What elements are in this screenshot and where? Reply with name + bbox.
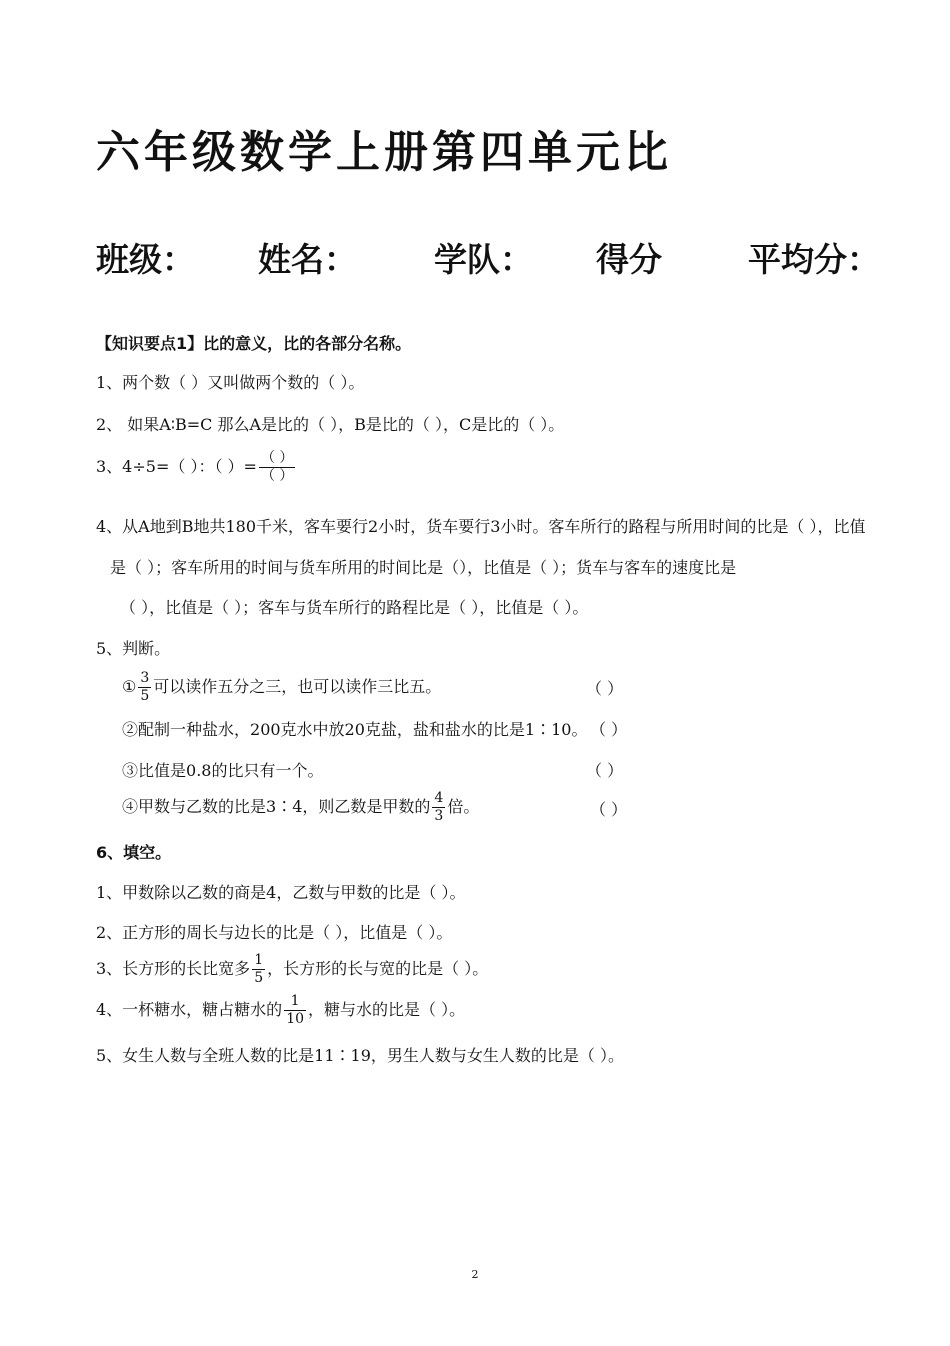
fill-item-4-suffix: ，糖与水的比是（ ）。	[308, 1000, 466, 1019]
judge-item-4-answer: （ ）	[590, 800, 628, 819]
page-number: 2	[471, 1268, 479, 1281]
fill-item-4-fraction	[284, 993, 306, 1028]
judge-item-2-text: 配制一种盐水，200克水中放20克盐，盐和盐水的比是1∶10。	[138, 720, 588, 739]
judge-item-2	[122, 717, 587, 740]
class-label: 班级：	[96, 240, 195, 279]
judge-item-4-fraction	[432, 790, 445, 825]
fill-item-5: 5、女生人数与全班人数的比是11∶19，男生人数与女生人数的比是（ ）。	[96, 1046, 624, 1065]
judge-item-3-number: ③	[122, 761, 139, 780]
fraction-numerator: （ ）	[260, 450, 294, 466]
judge-item-3	[122, 758, 323, 781]
knowledge-heading: 【知识要点1】比的意义，比的各部分名称。	[96, 334, 412, 353]
judge-item-1	[122, 670, 441, 705]
judge-item-1-answer: （ ）	[586, 679, 624, 698]
judge-item-3-text: 比值是0.8的比只有一个。	[138, 761, 324, 780]
fill-item-4-text: 4、一杯糖水，糖占糖水的	[96, 1000, 283, 1019]
fill-item-3	[96, 952, 488, 987]
judge-item-1-text: 可以读作五分之三，也可以读作三比五。	[153, 677, 442, 696]
question-2: 2、 如果A∶B=C 那么A是比的（ ），B是比的（ ），C是比的（ ）。	[96, 415, 565, 434]
fraction-denominator: 10	[286, 1011, 305, 1027]
judge-item-4	[122, 790, 479, 825]
judge-item-1-number: ①	[122, 677, 137, 696]
question-4-line-1: 4、从A地到B地共180千米，客车要行2小时，货车要行3小时。客车所行的路程与所用时间的比是（ ），比值	[96, 517, 866, 536]
judge-item-2-answer: （ ）	[590, 720, 628, 739]
question-3-fraction	[259, 450, 295, 485]
question-4-line-2: 是（ ）；客车所用的时间与货车所用的时间比是（），比值是（ ）；货车与客车的速度比是	[110, 558, 737, 577]
fraction-denominator: 5	[140, 688, 150, 704]
question-1: 1、两个数（ ）又叫做两个数的（ ）。	[96, 373, 365, 392]
fraction-numerator: 1	[254, 952, 264, 968]
page-title: 六年级数学上册第四单元比	[96, 127, 672, 178]
fraction-numerator: 3	[140, 670, 150, 686]
question-3-text: 3、4÷5=（ ）：（ ）=	[96, 457, 257, 476]
fraction-denominator: （ ）	[260, 468, 294, 484]
name-label: 姓名：	[258, 240, 357, 279]
judge-item-3-answer: （ ）	[586, 761, 624, 780]
fill-item-2: 2、正方形的周长与边长的比是（ ），比值是（ ）。	[96, 923, 453, 942]
team-label: 学队：	[434, 240, 533, 279]
judge-item-1-fraction	[138, 670, 151, 705]
fill-item-4	[96, 993, 465, 1028]
fraction-denominator: 5	[254, 970, 264, 986]
student-info-row	[96, 234, 896, 278]
average-label: 平均分：	[748, 240, 880, 279]
question-3	[96, 450, 297, 485]
fill-item-1: 1、甲数除以乙数的商是4，乙数与甲数的比是（ ）。	[96, 883, 466, 902]
judge-item-2-number: ②	[122, 720, 139, 739]
fill-item-3-suffix: ，长方形的长与宽的比是（ ）。	[267, 959, 489, 978]
judge-item-4-number: ④	[122, 797, 139, 816]
fraction-numerator: 4	[434, 790, 444, 806]
fraction-denominator: 3	[434, 808, 444, 824]
fill-item-3-fraction	[252, 952, 265, 987]
fill-heading: 6、填空。	[96, 843, 172, 862]
fill-item-3-text: 3、长方形的长比宽多	[96, 959, 251, 978]
judge-item-4-text: 甲数与乙数的比是3∶4，则乙数是甲数的	[138, 797, 431, 816]
score-label: 得分	[596, 240, 662, 279]
question-4-line-3: （ ），比值是（ ）；客车与货车所行的路程比是（ ），比值是（ ）。	[120, 598, 589, 617]
judge-item-4-suffix: 倍。	[447, 797, 480, 816]
judge-heading: 5、判断。	[96, 639, 171, 658]
fraction-numerator: 1	[284, 993, 306, 1011]
